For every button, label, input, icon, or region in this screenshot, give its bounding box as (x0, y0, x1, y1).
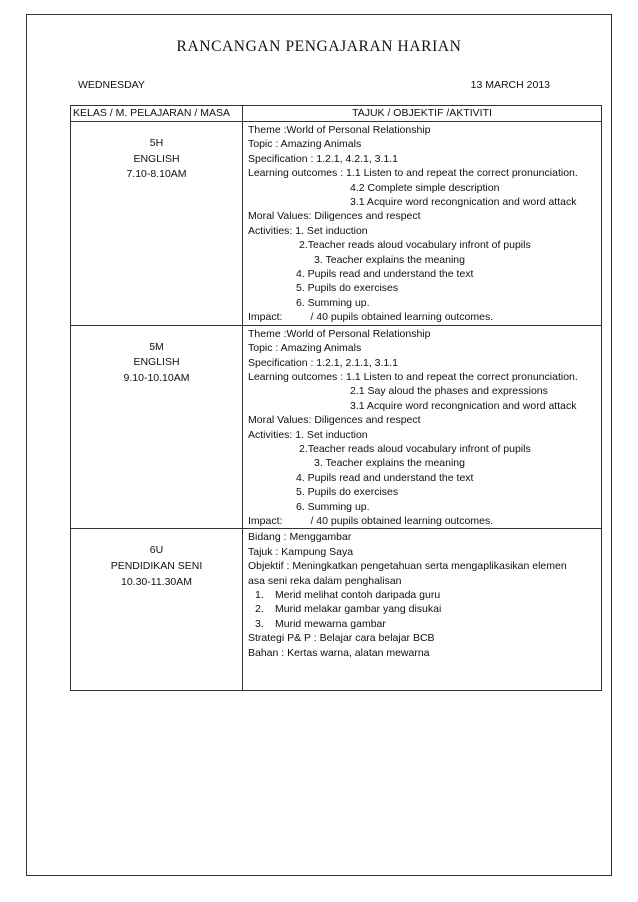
learning-outcome-line: 3.1 Acquire word recongnication and word attack (350, 399, 577, 412)
class-name: 5M (149, 340, 164, 353)
plan-content-cell (243, 325, 602, 529)
activity-line: 6. Summing up. (296, 296, 370, 309)
subject-name: ENGLISH (133, 356, 180, 369)
table-row (71, 122, 602, 326)
subject-name: PENDIDIKAN SENI (110, 560, 203, 573)
activity-line: 5. Pupils do exercises (296, 486, 399, 499)
theme-line: Theme :World of Personal Relationship (248, 124, 431, 136)
impact-text: / 40 pupils obtained learning outcomes. (310, 311, 494, 324)
impact-line (248, 310, 601, 324)
impact-label: Impact: (248, 311, 283, 324)
objektif-line: asa seni reka dalam penghalisan (248, 574, 402, 587)
list-text: Murid mewarna gambar (275, 617, 386, 630)
impact-text: / 40 pupils obtained learning outcomes. (310, 514, 494, 527)
page-title: RANCANGAN PENGAJARAN HARIAN (176, 38, 462, 55)
learning-outcome-line: 3.1 Acquire word recongnication and word attack (350, 196, 577, 209)
time-slot: 7.10-8.10AM (126, 168, 187, 181)
class-name: 6U (149, 544, 164, 557)
theme-line: Theme :World of Personal Relationship (248, 327, 431, 340)
tajuk-line: Tajuk : Kampung Saya (248, 545, 354, 558)
learning-outcome-line: Learning outcomes : 1.1 Listen to and repeat the correct pronunciation. (248, 167, 578, 180)
strategi-line: Strategi P& P : Belajar cara belajar BCB (248, 632, 435, 645)
date-label: 13 MARCH 2013 (470, 79, 550, 91)
list-text: Murid melakar gambar yang disukai (275, 603, 442, 616)
subject-name: ENGLISH (133, 152, 180, 165)
activity-line: 3. Teacher explains the meaning (314, 253, 465, 266)
table-row (71, 325, 602, 529)
plan-content-cell (243, 529, 602, 691)
activity-line: Activities: 1. Set induction (248, 224, 368, 237)
topic-line: Topic : Amazing Animals (248, 138, 362, 151)
moral-values-line: Moral Values: Diligences and respect (248, 210, 421, 223)
activity-line: 6. Summing up. (296, 500, 370, 513)
learning-outcome-line: Learning outcomes : 1.1 Listen to and repeat the correct pronunciation. (248, 370, 578, 383)
lesson-plan-table (70, 105, 602, 691)
activity-line: 2.Teacher reads aloud vocabulary infront of pupils (299, 239, 531, 252)
header-class-subject-time: KELAS / M. PELAJARAN / MASA (71, 106, 243, 122)
class-cell (71, 122, 243, 326)
class-cell (71, 529, 243, 691)
list-number: 1. (255, 589, 264, 601)
table-header-row (71, 106, 602, 122)
list-number: 2. (255, 603, 264, 616)
specification-line: Specification : 1.2.1, 4.2.1, 3.1.1 (248, 152, 399, 165)
objektif-line: Objektif : Meningkatkan pengetahuan serta mengaplikasikan elemen (248, 560, 567, 573)
list-text: Merid melihat contoh daripada guru (275, 589, 441, 601)
moral-values-line: Moral Values: Diligences and respect (248, 414, 421, 427)
table-row (71, 529, 602, 691)
list-item (248, 588, 601, 602)
topic-line: Topic : Amazing Animals (248, 342, 362, 355)
time-slot: 10.30-11.30AM (120, 575, 193, 588)
learning-outcome-line: 4.2 Complete simple description (350, 181, 500, 194)
list-item (248, 602, 601, 616)
time-slot: 9.10-10.10AM (123, 372, 190, 385)
specification-line: Specification : 1.2.1, 2.1.1, 3.1.1 (248, 356, 399, 369)
class-cell (71, 325, 243, 529)
activity-line: 5. Pupils do exercises (296, 282, 399, 295)
bahan-line: Bahan : Kertas warna, alatan mewarna (248, 646, 430, 659)
list-number: 3. (255, 617, 264, 630)
activity-line: 2.Teacher reads aloud vocabulary infront of pupils (299, 442, 531, 455)
learning-outcome-line: 2.1 Say aloud the phases and expressions (350, 385, 548, 398)
header-topic-objective-activity: TAJUK / OBJEKTIF /AKTIVITI (243, 106, 602, 122)
activity-line: 3. Teacher explains the meaning (314, 457, 465, 470)
plan-content-cell (243, 122, 602, 326)
impact-line (248, 514, 601, 528)
list-item (248, 617, 601, 631)
activity-line: 4. Pupils read and understand the text (296, 268, 474, 281)
bidang-line: Bidang : Menggambar (248, 531, 352, 544)
activity-line: Activities: 1. Set induction (248, 428, 368, 441)
impact-label: Impact: (248, 514, 283, 527)
activity-line: 4. Pupils read and understand the text (296, 471, 474, 484)
day-label: WEDNESDAY (78, 79, 145, 91)
class-name: 5H (149, 137, 164, 149)
